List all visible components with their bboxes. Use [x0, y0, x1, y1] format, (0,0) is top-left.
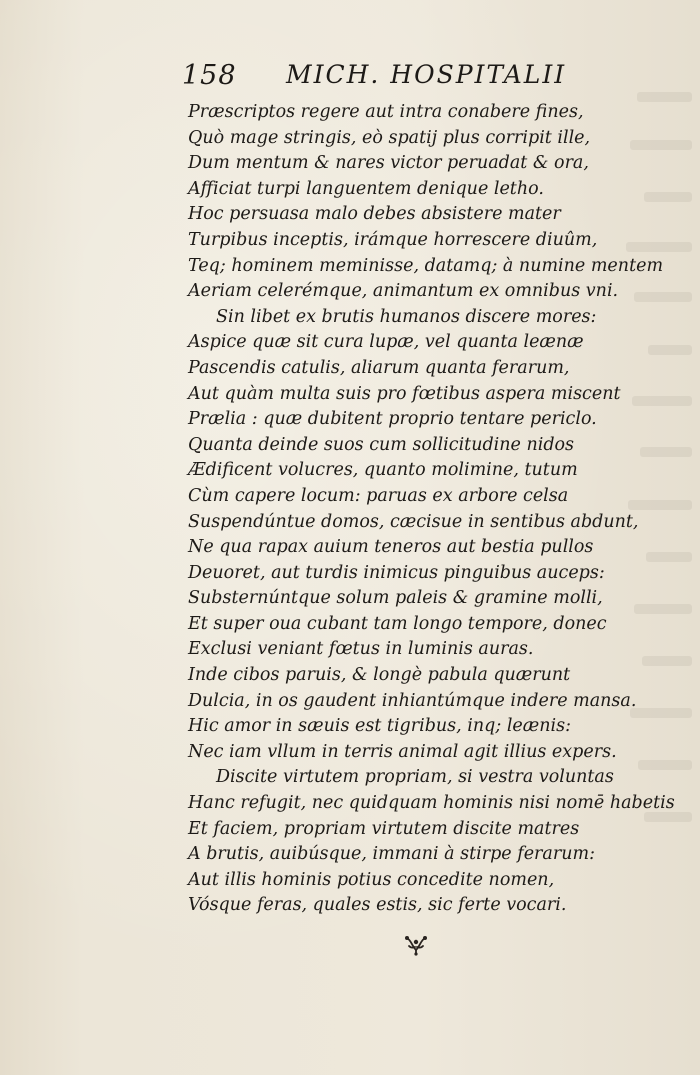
verse-line: Prælia : quæ dubitent proprio tentare periclo. — [188, 409, 597, 430]
verse-line: Et super oua cubant tam longo tempore, donec — [188, 613, 607, 634]
verse-line: Hoc persuasa malo debes absistere mater — [188, 204, 561, 225]
verse-line: Hanc refugit, nec quidquam hominis nisi nomē habetis — [188, 793, 675, 814]
verse-line: Vósque feras, quales estis, sic ferte vocari. — [188, 895, 567, 916]
verse-line: Turpibus inceptis, irámque horrescere diuûm, — [188, 229, 598, 250]
verse-line: Quò mage stringis, eò spatij plus corripit ille, — [188, 127, 591, 148]
verse-line: Nec iam vllum in terris animal agit illius expers. — [188, 741, 617, 762]
fleuron-icon-graphic — [403, 934, 429, 956]
verse-line: Deuoret, aut turdis inimicus pinguibus auceps: — [188, 562, 605, 583]
verse-line: Substernúntque solum paleis & gramine molli, — [188, 588, 603, 609]
verse-line: Pascendis catulis, aliarum quanta ferarum, — [188, 357, 570, 378]
verse-line: A brutis, auibúsque, immani à stirpe ferarum: — [188, 844, 595, 865]
verse-line: Teq; hominem meminisse, datamq; à numine mentem — [188, 255, 664, 276]
verse-line: Præscriptos regere aut intra conabere fines, — [188, 102, 584, 122]
verse-line: Dum mentum & nares victor peruadat & ora, — [188, 153, 589, 174]
verse-line: Discite virtutem propriam, si vestra voluntas — [216, 767, 614, 788]
verse-line: Aut illis hominis potius concedite nomen, — [188, 869, 555, 890]
poem-text — [188, 100, 675, 919]
verse-line: Quanta deinde suos cum sollicitudine nidos — [188, 434, 575, 455]
page-number: 158 — [182, 60, 237, 91]
verse-line: Aspice quæ sit cura lupæ, vel quanta leænæ — [188, 332, 584, 353]
verse-line: Afficiat turpi languentem denique letho. — [188, 178, 544, 199]
verse-line: Aeriam celerémque, animantum ex omnibus vni. — [188, 281, 619, 302]
verse-line: Suspendúntue domos, cæcisue in sentibus abdunt, — [188, 511, 639, 532]
page-header — [182, 60, 602, 100]
verse-line: Inde cibos paruis, & longè pabula quærunt — [188, 665, 571, 686]
verse-line: Hic amor in sæuis est tigribus, inq; leænis: — [188, 716, 571, 737]
verse-line: Ædificent volucres, quanto molimine, tutum — [188, 460, 578, 481]
verse-line: Sin libet ex brutis humanos discere mores: — [216, 306, 597, 327]
fleuron-icon — [403, 934, 429, 956]
verse-line: Ne qua rapax auium teneros aut bestia pullos — [188, 537, 594, 558]
running-title: MICH. HOSPITALII — [286, 60, 567, 89]
verse-line: Exclusi veniant fœtus in luminis auras. — [188, 639, 534, 660]
verse-line: Cùm capere locum: paruas ex arbore celsa — [188, 485, 569, 506]
verse-line: Et faciem, propriam virtutem discite matres — [188, 818, 580, 839]
verse-line: Aut quàm multa suis pro fœtibus aspera miscent — [188, 383, 621, 404]
verse-line: Dulcia, in os gaudent inhiantúmque indere mansa. — [188, 690, 637, 711]
